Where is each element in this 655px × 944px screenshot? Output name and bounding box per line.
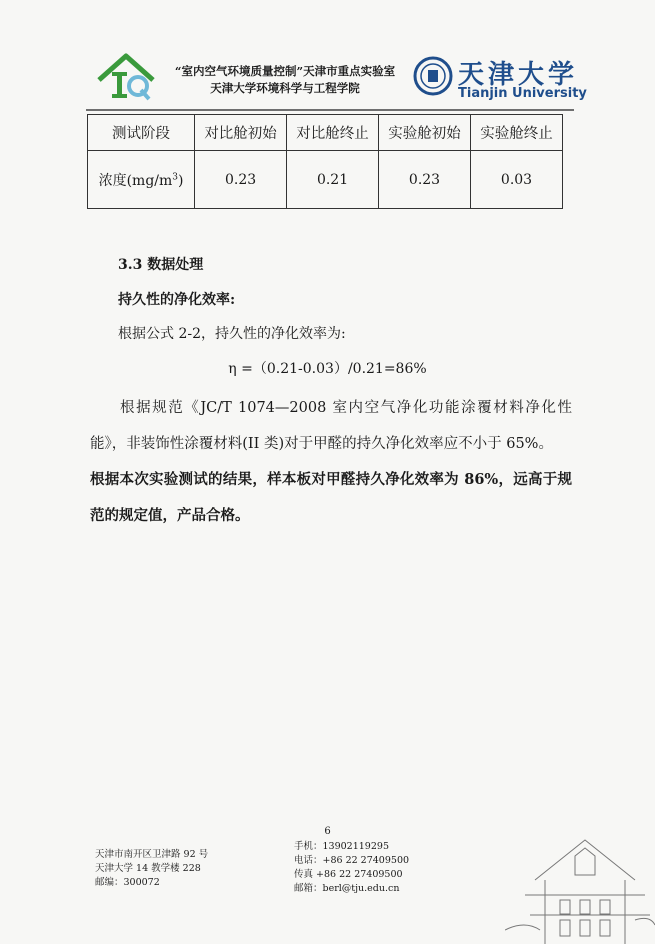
school-name: 天津大学环境科学与工程学院 — [210, 81, 360, 95]
row-label-cell: 浓度$(mg/m^3)$ — [88, 151, 195, 209]
footer-contact — [294, 840, 409, 896]
table-header-cell: 实验舱终止 — [470, 115, 562, 151]
footer-address: 天津市南开区卫津路 92 号 天津大学 14 教学楼 228 邮编：300072 — [95, 849, 209, 888]
section-heading: 3.3 数据处理 — [118, 257, 204, 273]
header-divider — [86, 109, 574, 111]
table-cell: 0.03 — [470, 151, 562, 209]
building-sketch-icon — [505, 820, 655, 944]
table-header-cell: 对比舱初始 — [195, 115, 287, 151]
page-number: 6 — [324, 826, 331, 837]
tju-name-cn: 天津大学 — [458, 60, 579, 90]
table-cell: 0.23 — [195, 151, 287, 209]
contact-mobile: 手机：13902119295 — [294, 841, 389, 852]
formula: η =（0.21-0.03）/0.21=86% — [228, 361, 427, 377]
paragraph-conclusion: 根据本次实验测试的结果，样本板对甲醛持久净化效率为 86%，远高于规范的规定值，产品合格。 — [90, 471, 572, 524]
header-lab-title — [160, 63, 410, 97]
tju-name-en: Tianjin University — [458, 86, 587, 101]
lab-name: “室内空气环境质量控制”天津市重点实验室 — [174, 64, 396, 78]
contact-email: 邮箱：berl@tju.edu.cn — [294, 883, 400, 894]
table-header-cell: 对比舱终止 — [287, 115, 379, 151]
table-cell: 0.21 — [287, 151, 379, 209]
table-header-cell: 实验舱初始 — [379, 115, 471, 151]
intro-text: 根据公式 2-2，持久性的净化效率为: — [118, 326, 346, 342]
table-header-cell: 测试阶段 — [88, 115, 195, 151]
iq-lab-logo — [95, 52, 157, 102]
subheading: 持久性的净化效率: — [118, 292, 236, 308]
test-results-table — [87, 114, 563, 209]
paragraph-standard: 根据规范《JC/T 1074—2008 室内空气净化功能涂覆材料净化性能》，非装饰性涂覆材料(II 类)对于甲醛的持久净化效率应不小于 65%。 — [90, 400, 572, 452]
table-row — [88, 151, 563, 209]
contact-fax: 传真 +86 22 27409500 — [294, 869, 403, 880]
contact-phone: 电话：+86 22 27409500 — [294, 855, 410, 866]
table-header-row — [88, 115, 563, 151]
table-cell: 0.23 — [379, 151, 471, 209]
tju-seal-icon — [413, 56, 453, 96]
body-text — [90, 390, 572, 534]
